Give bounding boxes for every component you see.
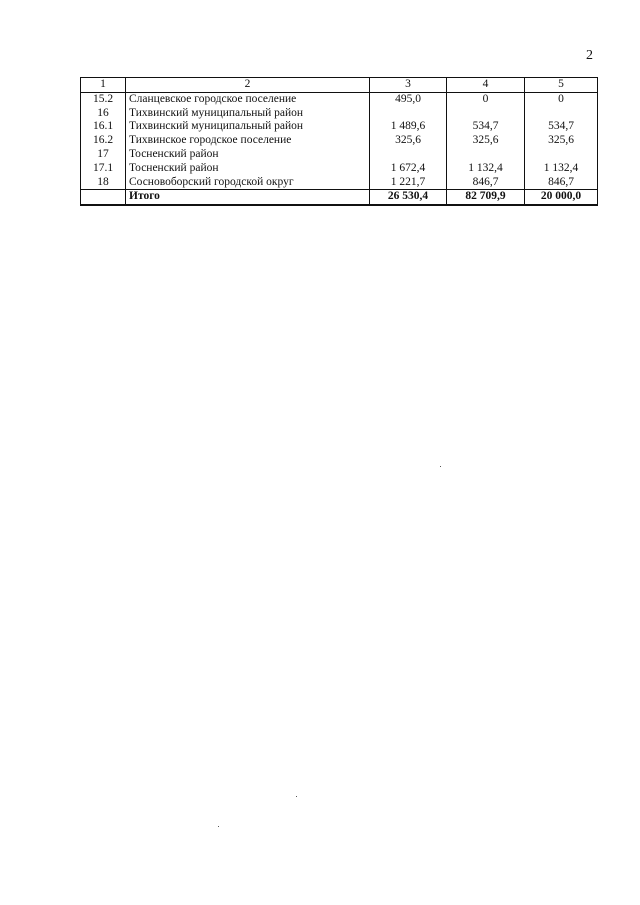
table-row [81,148,598,162]
table-header-row [81,78,598,93]
row-col4-value [447,148,525,162]
row-name: Сланцевское городское поселение [126,92,370,106]
row-col3-value: 325,6 [370,134,447,148]
row-col3-value [370,148,447,162]
row-name: Тихвинский муниципальный район [126,120,370,134]
row-number: 18 [81,176,126,190]
scan-speck [218,826,219,827]
row-name: Тихвинский муниципальный район [126,107,370,121]
row-number: 16.1 [81,120,126,134]
row-name: Тосненский район [126,148,370,162]
row-number: 17.1 [81,162,126,176]
table-row [81,134,598,148]
row-col5-value [525,148,598,162]
row-col4-value: 0 [447,92,525,106]
row-col5-value: 846,7 [525,176,598,190]
row-col5-value: 534,7 [525,120,598,134]
row-number: 16.2 [81,134,126,148]
row-col3-value: 1 672,4 [370,162,447,176]
row-col4-value: 534,7 [447,120,525,134]
row-col4-value [447,107,525,121]
header-col-1: 1 [81,78,126,93]
header-col-4: 4 [447,78,525,93]
table-row [81,162,598,176]
row-col4-value: 325,6 [447,134,525,148]
row-name: Сосновоборский городской округ [126,176,370,190]
header-col-2: 2 [126,78,370,93]
row-name: Тосненский район [126,162,370,176]
row-col4-value: 846,7 [447,176,525,190]
table-row [81,176,598,190]
total-number [81,190,126,205]
row-number: 17 [81,148,126,162]
row-number: 15.2 [81,92,126,106]
row-number: 16 [81,107,126,121]
row-col5-value [525,107,598,121]
row-name: Тихвинское городское поселение [126,134,370,148]
row-col5-value: 325,6 [525,134,598,148]
row-col5-value: 1 132,4 [525,162,598,176]
page-number: 2 [586,48,593,63]
table-row [81,92,598,106]
total-col5-value: 20 000,0 [525,190,598,205]
budget-table [80,77,598,206]
table-row [81,107,598,121]
row-col3-value: 495,0 [370,92,447,106]
row-col5-value: 0 [525,92,598,106]
row-col3-value: 1 489,6 [370,120,447,134]
table-row [81,120,598,134]
header-col-3: 3 [370,78,447,93]
table-total-row [81,190,598,205]
total-label: Итого [126,190,370,205]
total-col4-value: 82 709,9 [447,190,525,205]
total-col3-value: 26 530,4 [370,190,447,205]
row-col4-value: 1 132,4 [447,162,525,176]
row-col3-value: 1 221,7 [370,176,447,190]
scan-speck [296,796,297,797]
header-col-5: 5 [525,78,598,93]
row-col3-value [370,107,447,121]
scan-speck [440,466,441,467]
